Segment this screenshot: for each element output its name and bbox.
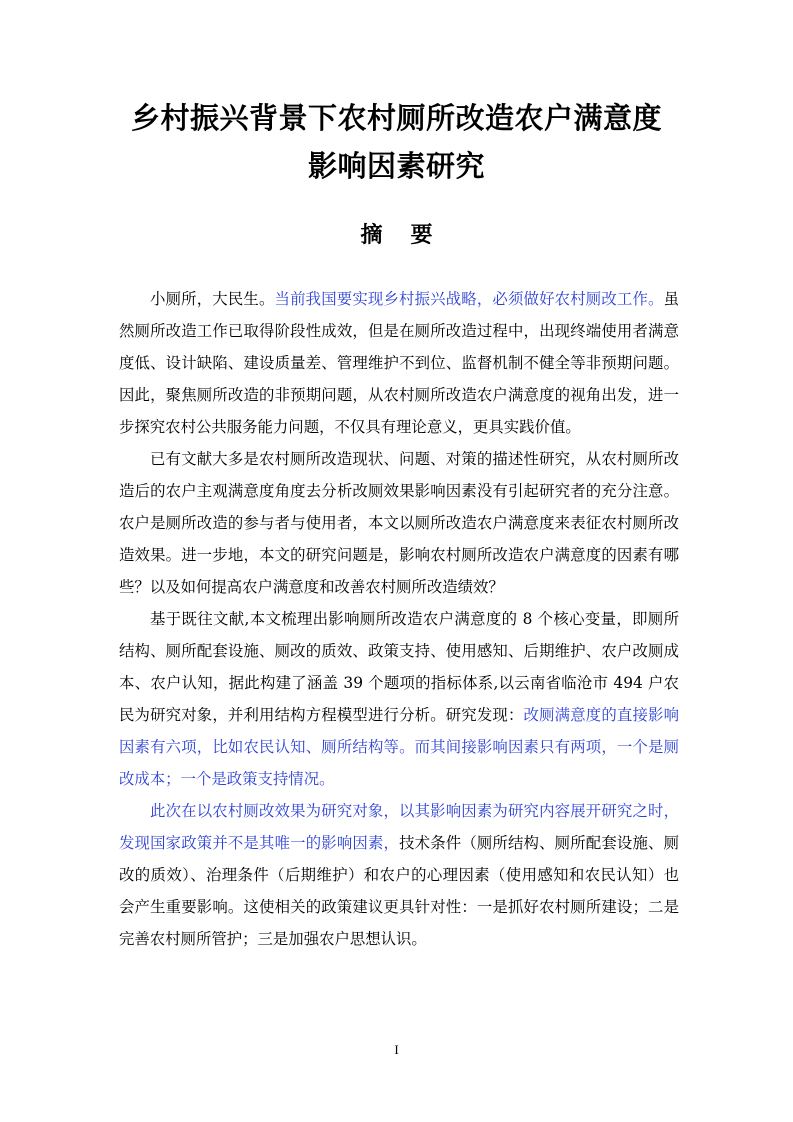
paragraph-1-segment-1: 小厕所，大民生。 [150, 290, 275, 308]
abstract-heading [0, 219, 793, 253]
paragraph-3-highlight: 改厕满意度的直接影响因素有六项，比如农民认知、厕所结构等。而其间接影响因素只有两项，一个是厕改成本；一个是政策支持情况。 [119, 706, 679, 788]
paragraph-1-highlight: 当前我国要实现乡村振兴战略，必须做好农村厕改工作。 [274, 290, 664, 308]
paragraph-4-segment-1: 技术条件（厕所结构、厕所配套设施、厕改的质效）、治理条件（后期维护）和农户的心理因素（使用感知和农民认知）也会产生重要影响。这使相关的政策建议更具针对性：一是抓好农村厕所建设；二是完善农村厕所管护；三是加强农户思想认识。 [119, 834, 679, 948]
paragraph-2-segment-1: 已有文献大多是农村厕所改造现状、问题、对策的描述性研究，从农村厕所改造后的农户主观满意度角度去分析改厕效果影响因素没有引起研究者的充分注意。农户是厕所改造的参与者与使用者，本文以厕所改造农户满意度来表征农村厕所改造效果。进一步地，本文的研究问题是，影响农村厕所改造农户满意度的因素有哪些？以及如何提高农户满意度和改善农村厕所改造绩效？ [119, 450, 679, 596]
document-title-line-1: 乡村振兴背景下农村厕所改造农户满意度 [130, 101, 662, 135]
paragraph-2 [119, 443, 679, 603]
abstract-heading-char-2: 要 [410, 223, 433, 248]
paragraph-1 [119, 283, 679, 443]
paragraph-3-segment-1: 基于既往文献,本文梳理出影响厕所改造农户满意度的 8 个核心变量，即厕所结构、厕所配套设施、厕改的质效、政策支持、使用感知、后期维护、农户改厕成本、农户认知，据此构建了涵盖 39 个题项的指标体系,以云南省临沧市 494 户农民为研究对象，并利用结构方程模型进行分析。研究发现： [119, 610, 679, 724]
abstract-body [119, 283, 679, 955]
abstract-heading-char-1: 摘 [360, 223, 383, 248]
page-number: I [394, 1042, 399, 1057]
paragraph-3 [119, 603, 679, 795]
paragraph-1-segment-2: 虽然厕所改造工作已取得阶段性成效，但是在厕所改造过程中，出现终端使用者满意度低、设计缺陷、建设质量差、管理维护不到位、监督机制不健全等非预期问题。因此，聚焦厕所改造的非预期问题，从农村厕所改造农户满意度的视角出发，进一步探究农村公共服务能力问题，不仅具有理论意义，更具实践价值。 [119, 290, 679, 436]
paragraph-4-highlight: 此次在以农村厕改效果为研究对象，以其影响因素为研究内容展开研究之时，发现国家政策并不是其唯一的影响因素， [119, 802, 679, 852]
document-title-line-2: 影响因素研究 [307, 149, 485, 183]
paragraph-4 [119, 795, 679, 955]
